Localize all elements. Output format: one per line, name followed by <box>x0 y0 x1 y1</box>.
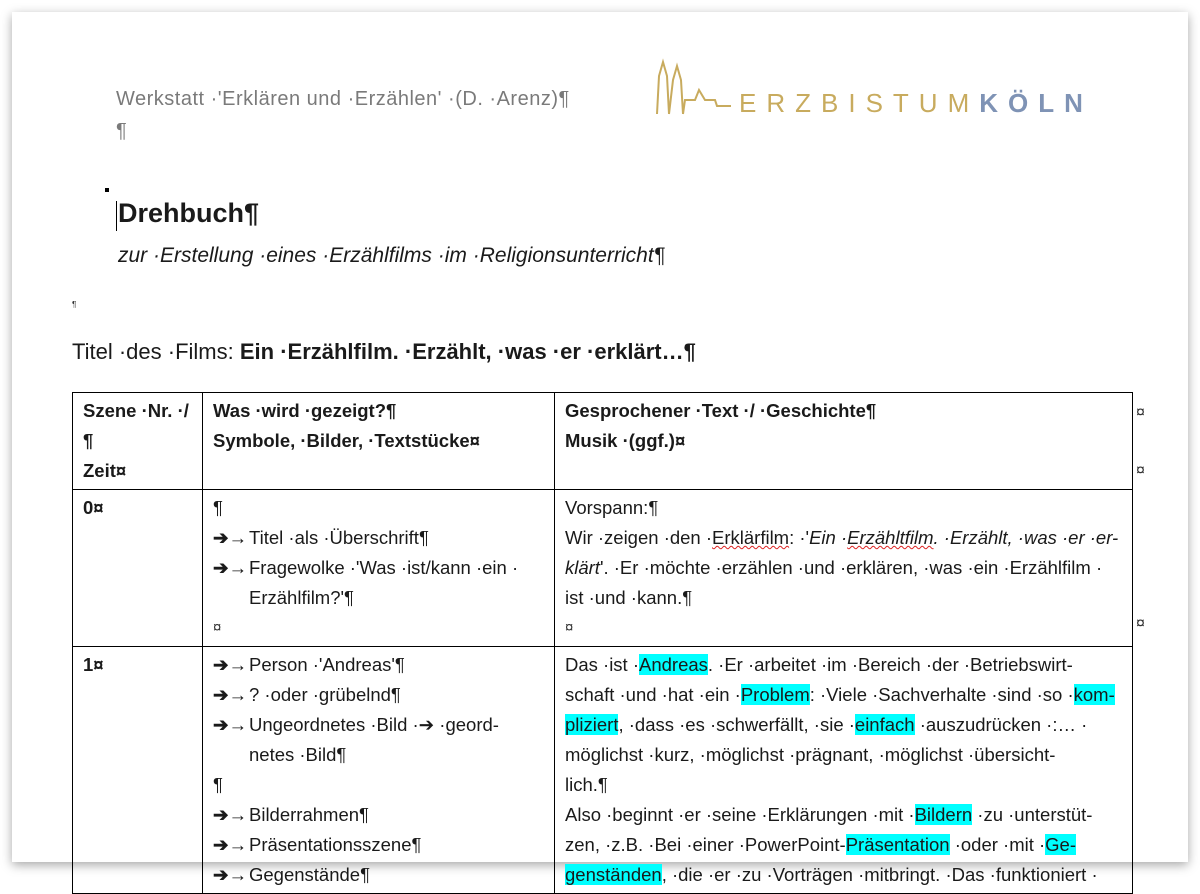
header-spoken-cell[interactable]: Gesprochener ·Text ·/ ·Geschichte¶ Musik ·(ggf.)¤ <box>555 393 1133 490</box>
spoken-cell-0[interactable]: Vorspann:¶ Wir ·zeigen ·den ·Erklärfilm: ·'Ein ·Erzähltfilm. ·Erzählt, ·was ·er ·er- klärt'. ·Er ·möchte ·erzählen ·und ·erklären, ·was ·ein ·Erzählfilm · ist ·und ·kann.¶ ¤ <box>555 490 1133 647</box>
text-cursor <box>116 201 117 231</box>
spoken-cell-1[interactable]: Das ·ist ·Andreas. ·Er ·arbeitet ·im ·Bereich ·der ·Betriebswirt- schaft ·und ·hat ·ein ·Problem: ·Viele ·Sachverhalte ·sind ·so ·kom- pliziert, ·dass ·es ·schwerfällt, ·sie ·einfach ·auszudrücken ·:… · möglichst ·kurz, ·möglichst ·prägnant, ·möglichst ·übersicht- lich.¶ Also ·beginnt ·er ·seine ·Erklärungen ·mit ·Bildern ·zu ·unterstüt- zen, ·z.B. ·Bei ·einer ·PowerPoint-Präsentation ·oder ·mit ·Ge- genständen, ·die ·er ·zu ·Vorträgen ·mitbringt. ·Das ·funktioniert · <box>555 647 1133 894</box>
arrow-right-icon: ➔→ <box>213 557 248 578</box>
document-subtitle[interactable]: zur ·Erstellung ·eines ·Erzählfilms ·im ·Religionsunterricht¶ <box>118 244 665 267</box>
cathedral-skyline-icon <box>655 50 745 122</box>
list-item: ➔→ Person ·'Andreas'¶ <box>213 650 544 680</box>
logo-wordmark <box>739 88 1093 119</box>
arrow-right-icon: ➔→ <box>213 864 248 885</box>
header-pilcrow: ¶ <box>116 120 127 142</box>
arrow-right-icon: ➔→ <box>213 714 248 735</box>
logo-erzbistum: ERZBISTUM <box>739 88 980 118</box>
arrow-right-icon: ➔→ <box>213 804 248 825</box>
document-page <box>12 12 1188 885</box>
arrow-right-icon: ➔→ <box>213 684 248 705</box>
erzbistum-logo <box>655 50 1115 122</box>
film-title-label: Titel ·des ·Films: <box>72 339 240 364</box>
paragraph-bullet <box>105 188 109 192</box>
list-item: ➔→ Fragewolke ·'Was ·ist/kann ·ein · <box>213 553 544 583</box>
empty-paragraph-mark: ¶ <box>72 300 77 309</box>
list-item: ➔→ Bilderrahmen¶ <box>213 800 544 830</box>
film-title-value: Ein ·Erzählfilm. ·Erzählt, ·was ·er ·erklärt…¶ <box>239 339 696 364</box>
list-item: ➔→ Präsentationsszene¶ <box>213 830 544 860</box>
list-item: ➔→ ? ·oder ·grübelnd¶ <box>213 680 544 710</box>
table-header-row <box>73 393 1133 490</box>
table-row <box>73 490 1133 647</box>
arrow-right-icon: ➔→ <box>213 834 248 855</box>
header-line: Werkstatt ·'Erklären und ·Erzählen' ·(D. ·Arenz)¶ <box>116 88 570 110</box>
list-item: ➔→ Ungeordnetes ·Bild ·➔ ·geord- <box>213 710 544 740</box>
shown-cell-0[interactable]: ¶ ➔→ Titel ·als ·Überschrift¶ ➔→ Fragewolke ·'Was ·ist/kann ·ein · Erzählfilm?'¶ ¤ <box>203 490 555 647</box>
row-end-mark: ¤ <box>1136 615 1145 632</box>
screenplay-table <box>72 392 1133 894</box>
list-item: ➔→ Titel ·als ·Überschrift¶ <box>213 523 544 553</box>
table-row <box>73 647 1133 894</box>
arrow-right-icon: ➔→ <box>213 654 248 675</box>
arrow-right-icon: ➔→ <box>213 527 248 548</box>
row-end-mark: ¤ <box>1136 462 1145 479</box>
row-end-mark: ¤ <box>1136 404 1145 421</box>
film-title-line[interactable] <box>72 339 696 365</box>
header-scene-cell[interactable]: Szene ·Nr. ·/¶ Zeit¤ <box>73 393 203 490</box>
header-shown-cell[interactable]: Was ·wird ·gezeigt?¶ Symbole, ·Bilder, ·Textstücke¤ <box>203 393 555 490</box>
scene-cell-0[interactable]: 0¤ <box>73 490 203 647</box>
shown-cell-1[interactable]: ➔→ Person ·'Andreas'¶ ➔→ ? ·oder ·grübelnd¶ ➔→ Ungeordnetes ·Bild ·➔ ·geord- netes ·Bild¶ ¶ ➔→ Bilderrahmen¶ ➔→ Präsentationsszene¶ ➔→ Gegenstände¶ <box>203 647 555 894</box>
list-item: ➔→ Gegenstände¶ <box>213 860 544 890</box>
scene-cell-1[interactable]: 1¤ <box>73 647 203 894</box>
logo-koln: KÖLN <box>979 88 1093 118</box>
document-title[interactable]: Drehbuch¶ <box>118 198 260 228</box>
